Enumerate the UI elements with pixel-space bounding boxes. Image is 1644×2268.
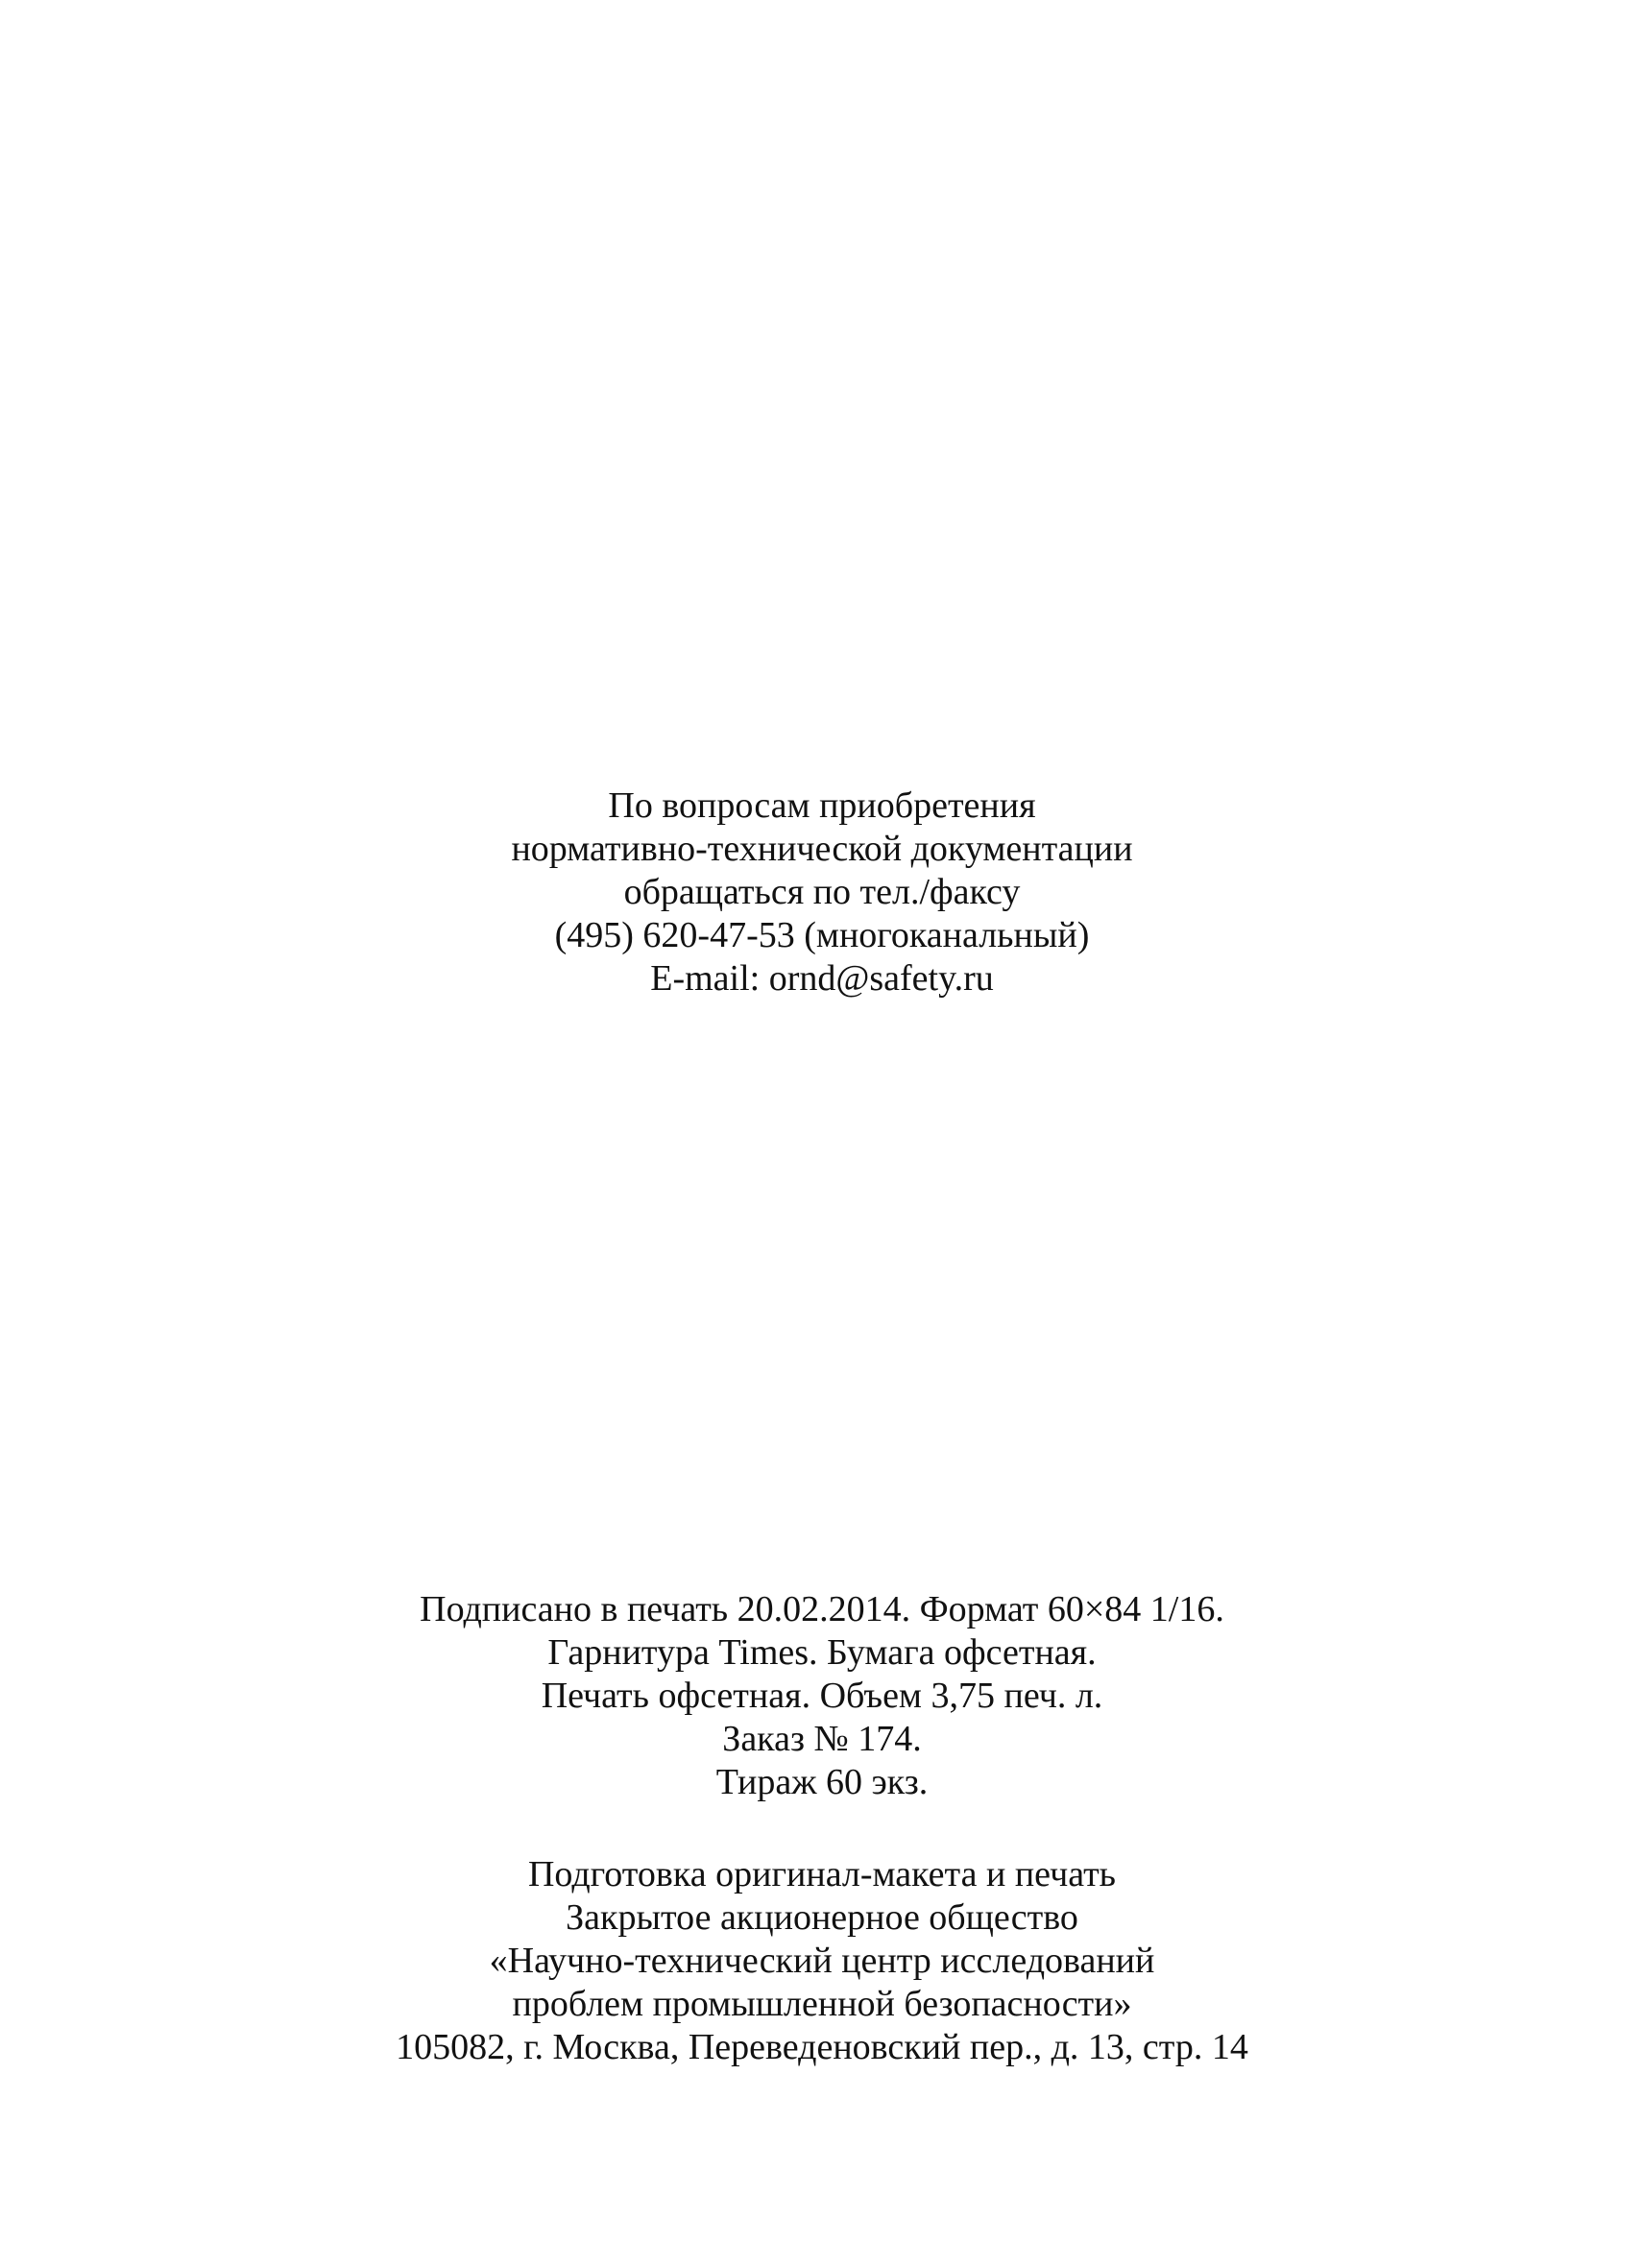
contact-line-documentation: нормативно-технической документации bbox=[511, 829, 1133, 869]
imprint-signed-format: Подписано в печать 20.02.2014. Формат 60×84 1/16. bbox=[420, 1589, 1224, 1629]
producer-line-company-name-2: проблем промышленной безопасности» bbox=[512, 1984, 1132, 2024]
imprint-info bbox=[0, 1588, 1644, 1804]
imprint-order-number: Заказ № 174. bbox=[722, 1719, 922, 1759]
contact-info bbox=[0, 784, 1644, 1001]
imprint-print-run: Тираж 60 экз. bbox=[715, 1762, 929, 1802]
producer-info bbox=[0, 1853, 1644, 2069]
contact-email: E-mail: ornd@safety.ru bbox=[650, 958, 994, 999]
producer-line-preparation: Подготовка оригинал-макета и печать bbox=[527, 1854, 1117, 1894]
imprint-typeface-paper: Гарнитура Times. Бумага офсетная. bbox=[547, 1632, 1097, 1673]
contact-line-purchase: По вопросам приобретения bbox=[608, 785, 1036, 826]
imprint-printing-volume: Печать офсетная. Объем 3,75 печ. л. bbox=[541, 1676, 1103, 1716]
producer-line-company-name-1: «Научно-технический центр исследований bbox=[489, 1941, 1155, 1981]
producer-address: 105082, г. Москва, Переведеновский пер., д. 13, стр. 14 bbox=[396, 2027, 1248, 2067]
producer-line-company-type: Закрытое акционерное общество bbox=[566, 1897, 1078, 1938]
contact-line-phone-fax-label: обращаться по тел./факсу bbox=[623, 872, 1021, 912]
contact-phone: (495) 620-47-53 (многоканальный) bbox=[554, 915, 1090, 955]
